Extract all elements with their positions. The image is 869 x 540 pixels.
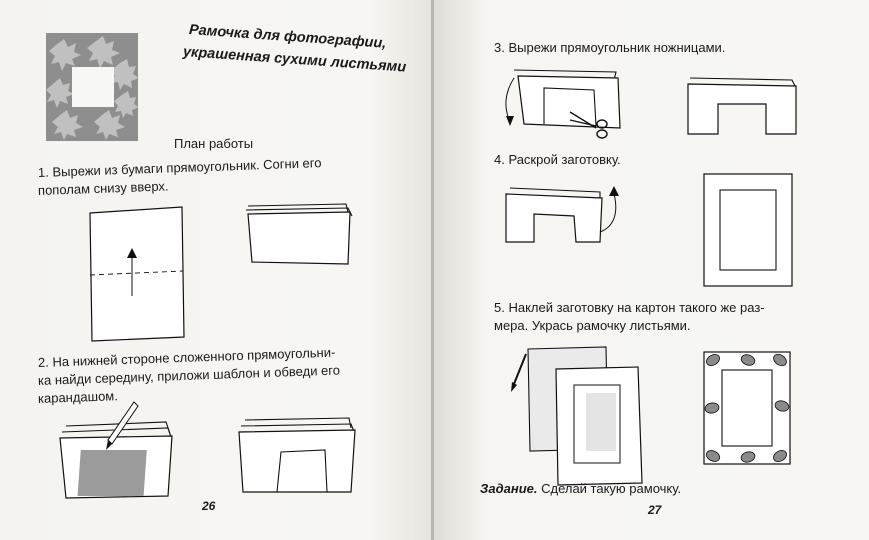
step5-text-line2: мера. Укрась рамочку листьями. <box>494 318 691 333</box>
step2-outline-illustration <box>237 412 359 496</box>
arrow-up-icon <box>126 248 138 298</box>
step5-glue-illustration <box>524 345 646 487</box>
step1-text: 1. Вырежи из бумаги прямоугольник. Согни его <box>37 155 322 180</box>
leaf-frame-photo <box>46 33 138 141</box>
step5-text: 5. Наклей заготовку на картон такого же раз- <box>494 300 765 315</box>
step3-text: 3. Вырежи прямоугольник ножницами. <box>494 40 726 55</box>
curved-arrow-icon <box>594 186 624 236</box>
task-instruction: Сделай такую рамочку. <box>537 481 682 496</box>
task-text <box>480 479 681 498</box>
page-number-right: 27 <box>648 503 662 517</box>
step1-sheet-illustration <box>88 205 188 345</box>
page-number-left: 26 <box>202 499 216 513</box>
pencil-icon <box>104 400 140 452</box>
task-label: Задание. <box>480 481 538 496</box>
brush-icon <box>506 352 530 394</box>
step4-frame-illustration <box>702 172 796 290</box>
page-title: Рамочка для фотографии, <box>188 22 387 52</box>
plan-heading: План работы <box>174 136 254 151</box>
step1-text-line2: пополам снизу вверх. <box>37 178 169 198</box>
step3-cut-result-illustration <box>684 76 802 138</box>
step4-text: 4. Раскрой заготовку. <box>494 152 621 167</box>
step2-text: 2. На нижней стороне сложенного прямоугольни- <box>37 344 336 370</box>
step1-folded-illustration <box>244 200 354 270</box>
right-page <box>434 0 869 540</box>
step2-text-line2: ка найди середину, приложи шаблон и обведи его <box>37 362 341 388</box>
left-page <box>0 0 432 540</box>
scissors-icon <box>568 110 612 140</box>
step2-text-line3: карандашом. <box>37 388 119 406</box>
step5-decorated-frame-illustration <box>702 350 794 468</box>
page-title-line2: украшенная сухими листьями <box>182 44 407 76</box>
